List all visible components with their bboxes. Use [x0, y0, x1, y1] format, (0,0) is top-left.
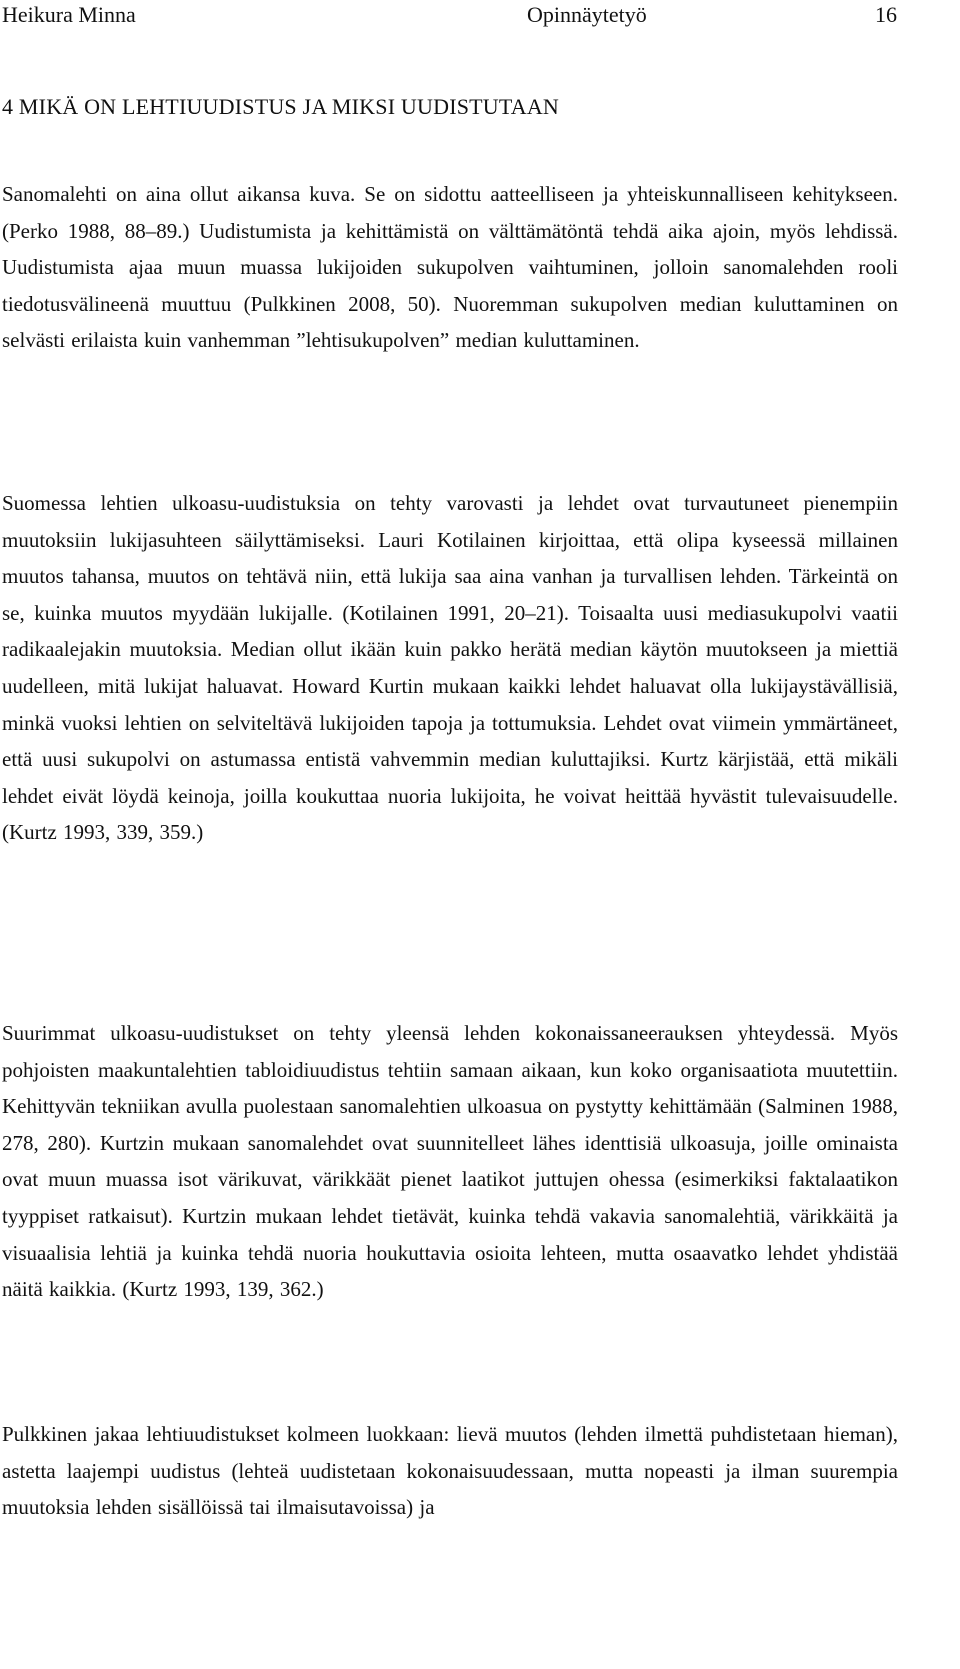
page-number: 16	[875, 2, 897, 27]
header-author: Heikura Minna	[2, 2, 136, 27]
paragraph-3: Suurimmat ulkoasu-uudistukset on tehty yleensä lehden kokonaissaneerauksen yhteydessä. Myös pohjoisten maakuntalehtien tabloidiuudistus tehtiin samaan aikaan, kun koko organisaatiota muutettiin. Kehittyvän tekniikan avulla puolestaan sanomalehtien ulkoasua on pystytty kehittämään (Salminen 1988, 278, 280). Kurtzin mukaan sanomalehdet ovat suunnitelleet lähes identtisiä ulkoasuja, joille ominaista ovat muun muassa isot värikuvat, värikkäät pienet laatikot juttujen ohessa (esimerkiksi faktalaatikon tyyppiset ratkaisut). Kurtzin mukaan lehdet tietävät, kuinka tehdä vakavia sanomalehtiä, värikkäitä ja visuaalisia lehtiä ja kuinka tehdä nuoria houkuttavia osioita lehteen, mutta osaavatko lehdet yhdistää näitä kaikkia. (Kurtz 1993, 139, 362.)	[2, 1021, 898, 1302]
page-header	[0, 0, 960, 30]
paragraph-2: Suomessa lehtien ulkoasu-uudistuksia on tehty varovasti ja lehdet ovat turvautuneet pienempiin muutoksiin lukijasuhteen säilyttämiseksi. Lauri Kotilainen kirjoittaa, että olipa kyseessä millainen muutos tahansa, muutos on tehtävä niin, että lukija saa aina vanhan ja turvallisen lehden. Tärkeintä on se, kuinka muutos myydään lukijalle. (Kotilainen 1991, 20–21). Toisaalta uusi mediasukupolvi vaatii radikaalejakin muutoksia. Median ollut ikään kuin pakko herätä median käytön muutokseen ja miettiä uudelleen, mitä lukijat haluavat. Howard Kurtin mukaan kaikki lehdet haluavat olla lukijaystävällisiä, minkä vuoksi lehtien on selviteltävä lukijoiden tapoja ja tottumuksia. Lehdet ovat viimein ymmärtäneet, että uusi sukupolvi on astumassa entistä vahvemmin median kuluttajiksi. Kurtz kärjistää, että mikäli lehdet eivät löydä keinoja, joilla koukuttaa nuoria lukijoita, he voivat heittää hyvästit tulevaisuudelle. (Kurtz 1993, 339, 359.)	[2, 491, 898, 845]
paragraph-1: Sanomalehti on aina ollut aikansa kuva. Se on sidottu aatteelliseen ja yhteiskunnalliseen kehitykseen. (Perko 1988, 88–89.) Uudistumista ja kehittämistä on välttämätöntä tehdä aika ajoin, myös lehdissä. Uudistumista ajaa muun muassa lukijoiden sukupolven vaihtuminen, jolloin sanomalehden rooli tiedotusvälineenä muuttuu (Pulkkinen 2008, 50). Nuoremman sukupolven median kuluttaminen on selvästi erilaista kuin vanhemman ”lehtisukupolven” median kuluttaminen.	[2, 182, 898, 353]
paragraph-4: Pulkkinen jakaa lehtiuudistukset kolmeen luokkaan: lievä muutos (lehden ilmettä puhdistetaan hieman), astetta laajempi uudistus (lehteä uudistetaan kokonaisuudessaan, mutta nopeasti ja ilman suurempia muutoksia lehden sisällöissä tai ilmaisutavoissa) ja	[2, 1422, 898, 1520]
header-document-type: Opinnäytetyö	[527, 2, 647, 27]
chapter-heading: 4 MIKÄ ON LEHTIUUDISTUS JA MIKSI UUDISTUTAAN	[2, 94, 560, 119]
